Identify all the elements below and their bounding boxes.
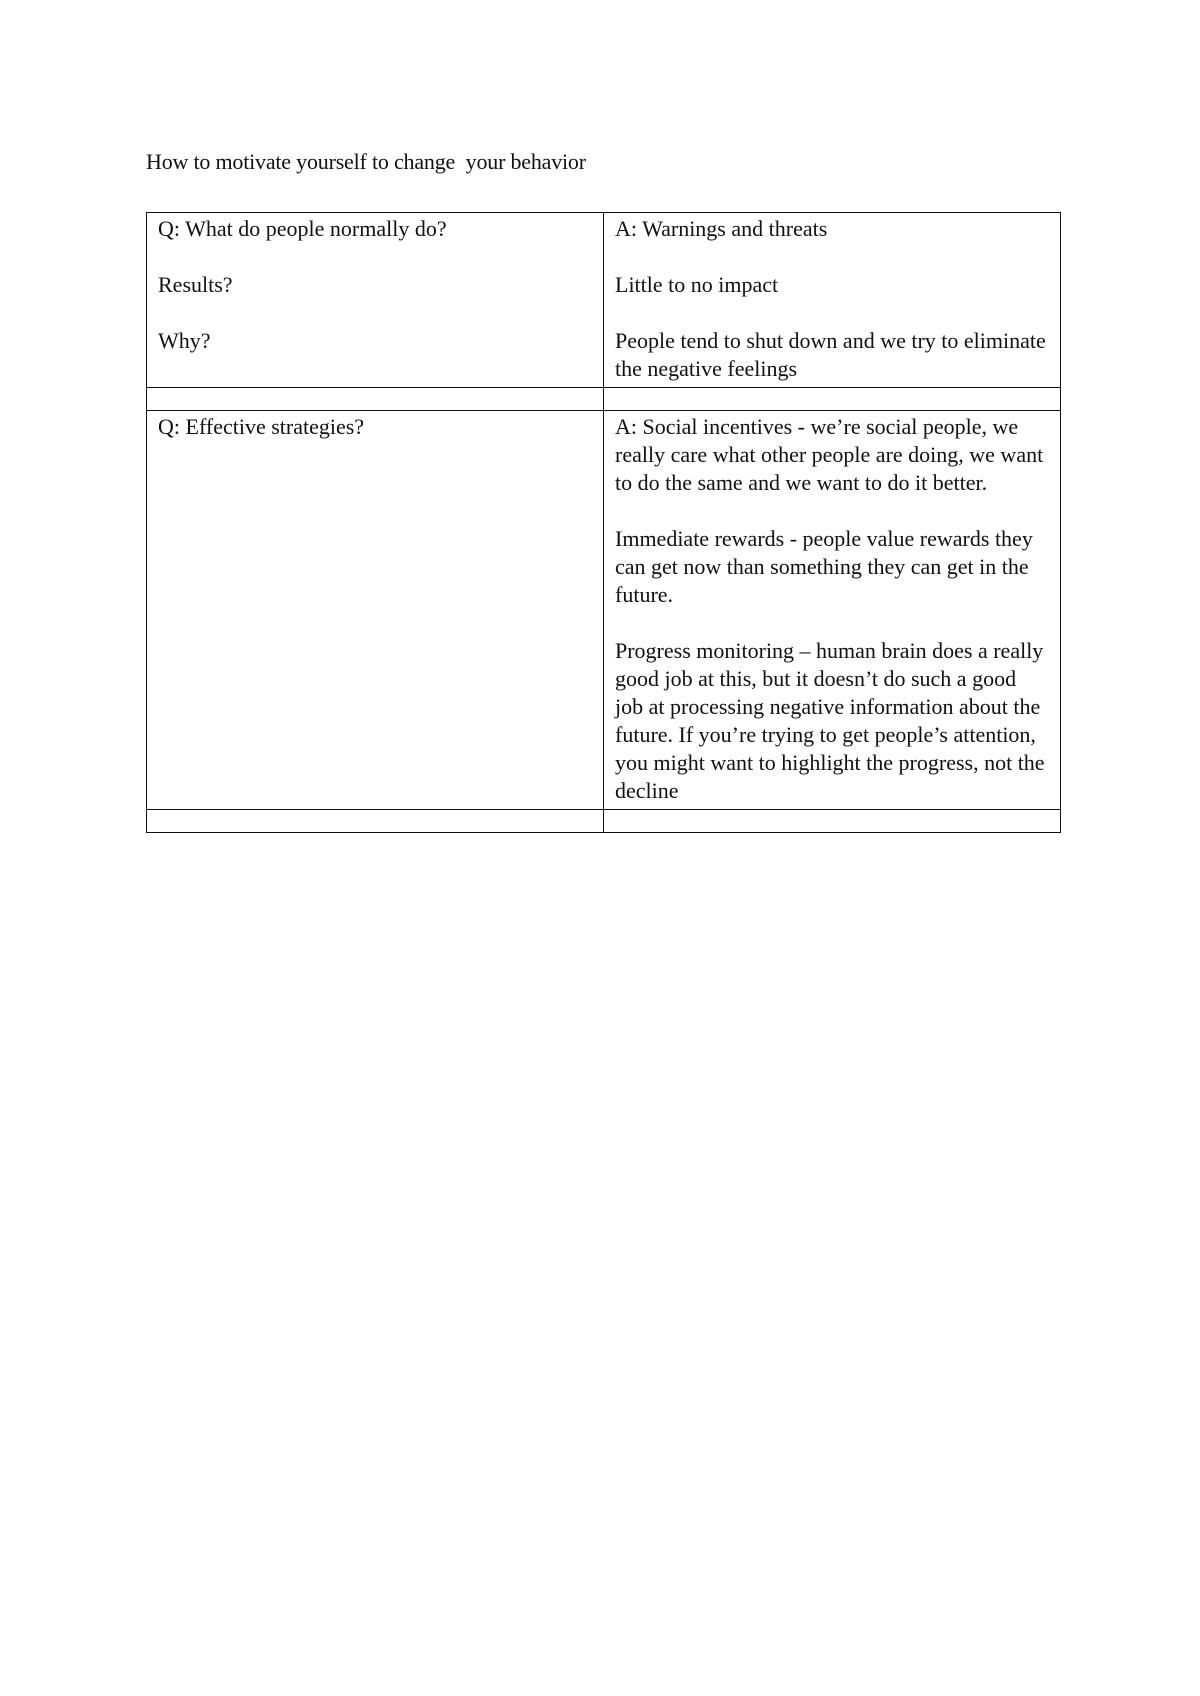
answer-text: A: Warnings and threats [615,216,828,241]
answer-text: Immediate rewards - people value rewards they can get now than something they can get in the future. [615,526,1033,607]
answer-text: Progress monitoring – human brain does a really good job at this, but it doesn’t do such a good job at processing negative information about the future. If you’re trying to get people’s attention, you might want to highlight the progress, not the decline [615,638,1045,803]
question-cell [147,411,604,810]
question-text: Results? [158,272,233,297]
question-cell [147,213,604,388]
question-text: Q: Effective strategies? [158,414,365,439]
table-row-normal-behavior [147,213,1061,388]
question-text: Why? [158,328,211,353]
answer-cell [604,411,1061,810]
answer-text: A: Social incentives - we’re social people, we really care what other people are doing, we want to do the same and we want to do it better. [615,414,1044,495]
table-row-effective-strategies [147,411,1061,810]
empty-table-row [147,810,1061,833]
document-title: How to motivate yourself to change your behavior [146,149,586,174]
qa-table [146,212,1061,833]
empty-cell [147,810,604,833]
empty-cell [147,388,604,411]
question-text: Q: What do people normally do? [158,216,447,241]
answer-text: Little to no impact [615,272,779,297]
empty-cell [604,810,1061,833]
empty-cell [604,388,1061,411]
answer-cell [604,213,1061,388]
empty-table-row [147,388,1061,411]
answer-text: People tend to shut down and we try to eliminate the negative feelings [615,328,1046,381]
